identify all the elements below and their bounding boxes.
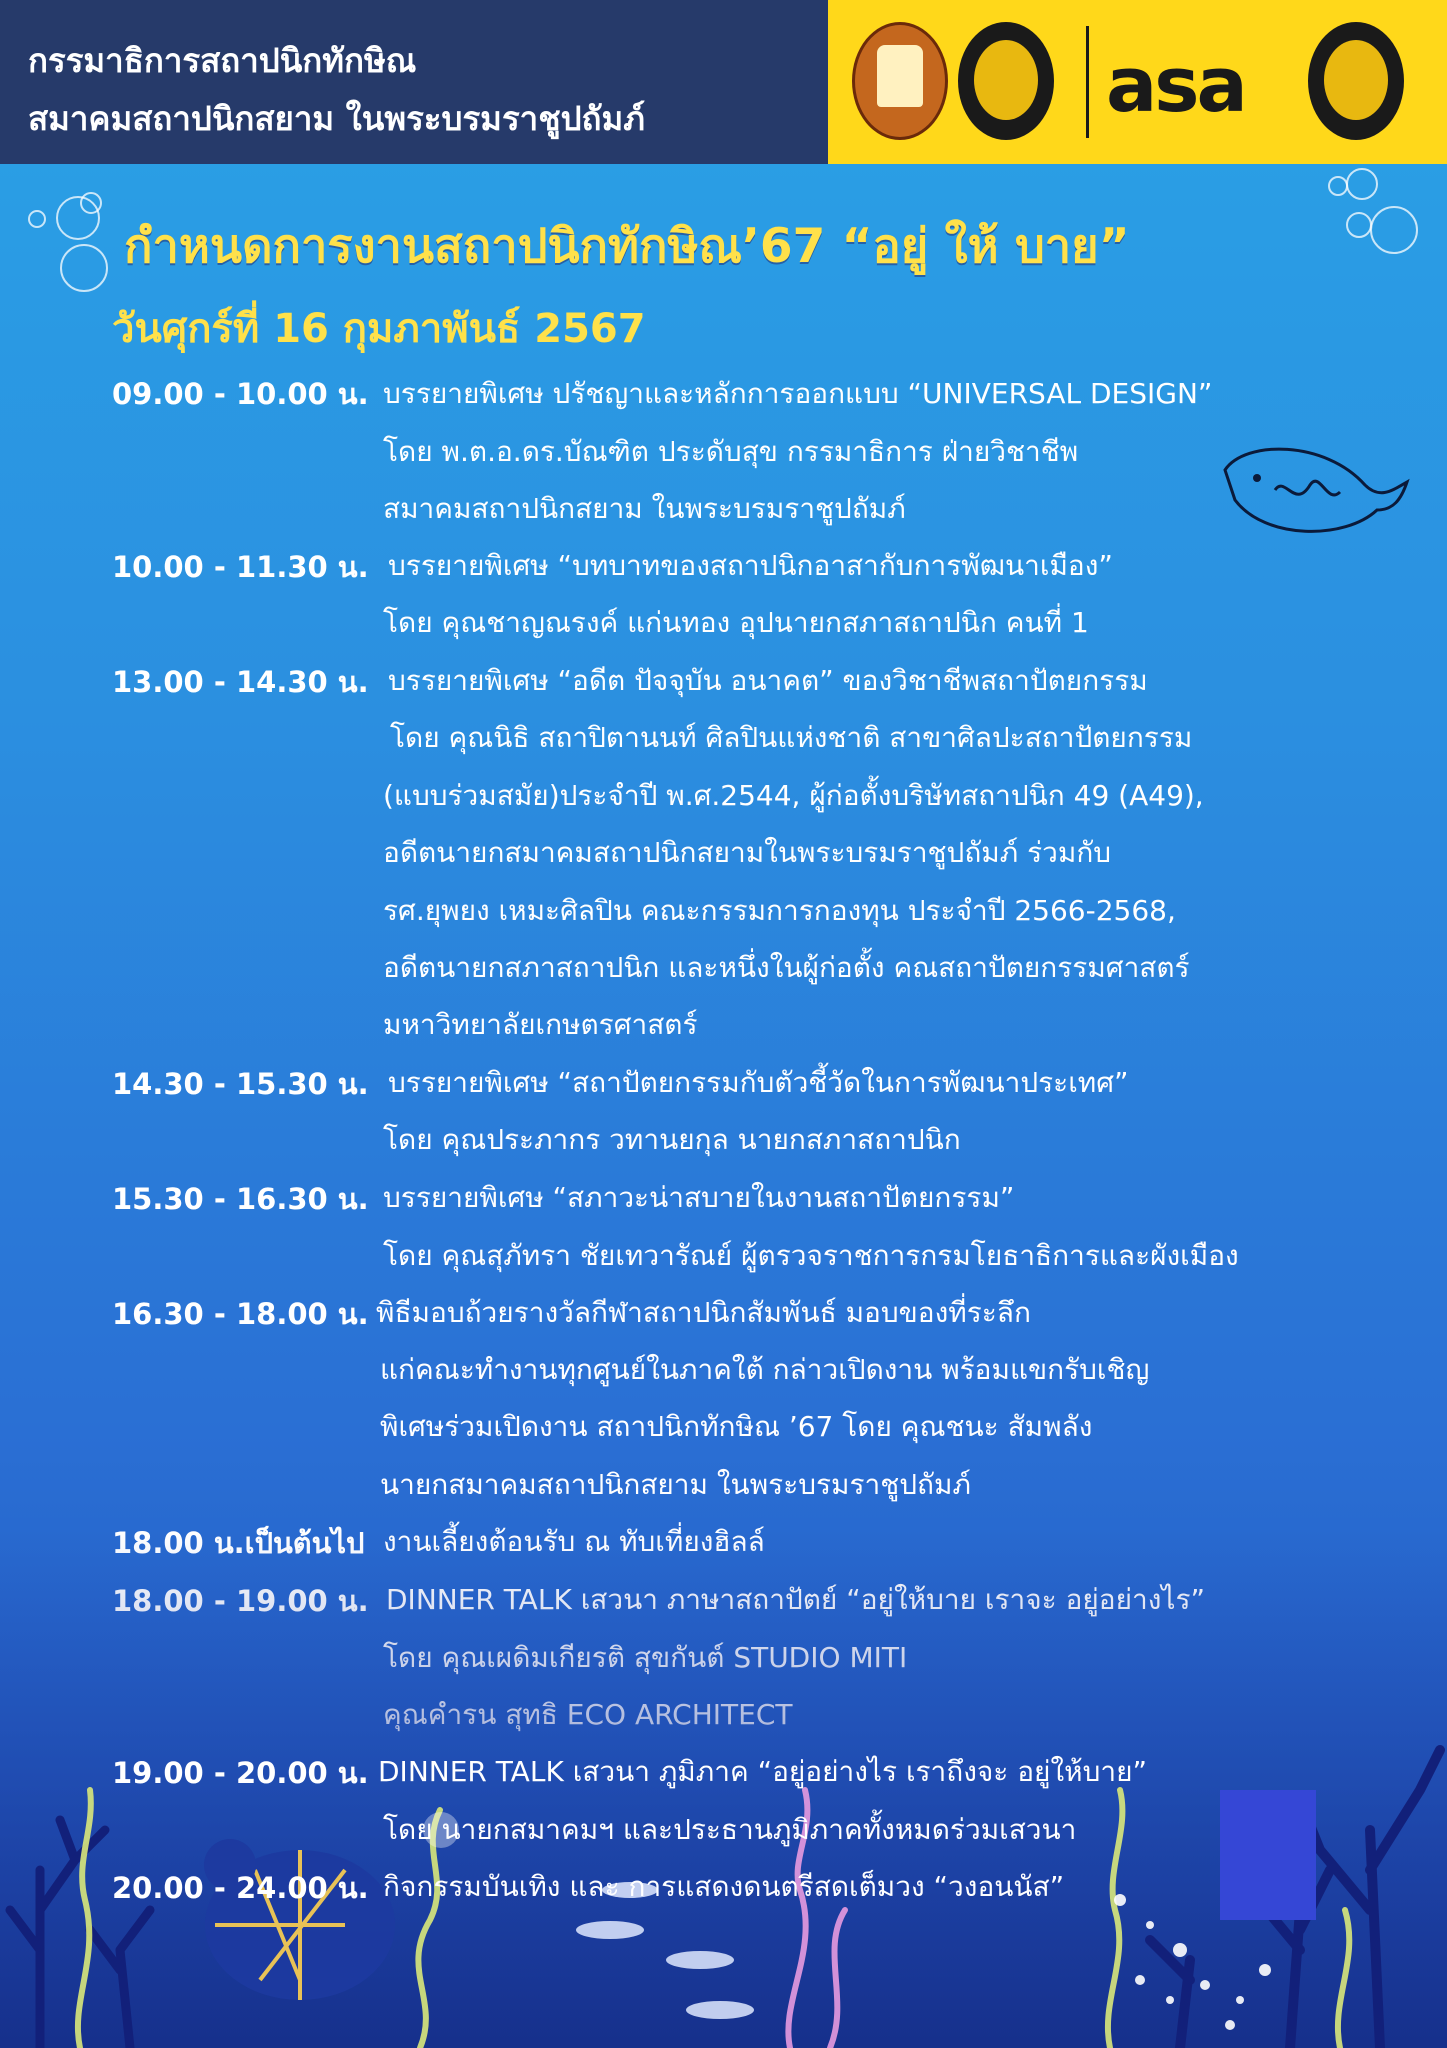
schedule-line: (แบบร่วมสมัย)ประจำปี พ.ศ.2544, ผู้ก่อตั้งบริษัทสถาปนิก 49 (A49), (383, 779, 1204, 812)
event-title: กำหนดการงานสถาปนิกทักษิณ’67 “อยู่ ให้ บาย” (124, 219, 1130, 274)
schedule-line: สมาคมสถาปนิกสยาม ในพระบรมราชูปถัมภ์ (383, 492, 906, 525)
blue-square-overlay (1220, 1790, 1316, 1920)
schedule-time: 09.00 - 10.00 น. (112, 377, 369, 411)
schedule-time: 14.30 - 15.30 น. (112, 1067, 369, 1101)
schedule-line: บรรยายพิเศษ “บทบาทของสถาปนิกอาสากับการพัฒนาเมือง” (388, 549, 1113, 582)
bubble-icon (28, 210, 46, 228)
bubble-icon (1370, 206, 1418, 254)
asa-logo: asa (1106, 40, 1245, 129)
bubble-icon (60, 244, 108, 292)
schedule-line: พิธีมอบถ้วยรางวัลกีฬาสถาปนิกสัมพันธ์ มอบของที่ระลึก (376, 1296, 1031, 1329)
schedule-line: บรรยายพิเศษ “อดีต ปัจจุบัน อนาคต” ของวิชาชีพสถาปัตยกรรม (388, 664, 1148, 697)
schedule-line: DINNER TALK เสวนา ภูมิภาค “อยู่อย่างไร เราถึงจะ อยู่ให้บาย” (378, 1755, 1148, 1788)
asa-seal-icon (958, 22, 1054, 140)
bubble-icon (1328, 176, 1348, 196)
association-name: สมาคมสถาปนิกสยาม ในพระบรมราชูปถัมภ์ (28, 99, 646, 138)
schedule-time: 16.30 - 18.00 น. (112, 1297, 369, 1331)
schedule-line: โดย พ.ต.อ.ดร.บัณฑิต ประดับสุข กรรมาธิการ ฝ่ายวิชาชีพ (383, 435, 1079, 468)
schedule-line: บรรยายพิเศษ ปรัชญาและหลักการออกแบบ “UNIVERSAL DESIGN” (383, 377, 1213, 410)
schedule-line: พิเศษร่วมเปิดงาน สถาปนิกทักษิณ ’67 โดย คุณชนะ สัมพลัง (380, 1410, 1093, 1443)
schedule-line: โดย คุณชาญณรงค์ แก่นทอง อุปนายกสภาสถาปนิก คนที่ 1 (383, 606, 1089, 639)
schedule-line: อดีตนายกสมาคมสถาปนิกสยามในพระบรมราชูปถัมภ์ ร่วมกับ (383, 836, 1112, 869)
schedule-line: โดย คุณนิธิ สถาปิตานนท์ ศิลปินแห่งชาติ สาขาศิลปะสถาปัตยกรรม (390, 721, 1193, 754)
schedule-line: โดย คุณประภากร วทานยกุล นายกสภาสถาปนิก (383, 1123, 961, 1156)
schedule-time: 20.00 - 24.00 น. (112, 1871, 369, 1905)
schedule-line: นายกสมาคมสถาปนิกสยาม ในพระบรมราชูปถัมภ์ (380, 1468, 971, 1501)
whale-doodle-icon (1215, 430, 1415, 540)
schedule-line: มหาวิทยาลัยเกษตรศาสตร์ (383, 1008, 698, 1041)
logo-divider (1086, 26, 1089, 138)
schedule-line: แก่คณะทำงานทุกศูนย์ในภาคใต้ กล่าวเปิดงาน พร้อมแขกรับเชิญ (380, 1353, 1150, 1386)
schedule-line: บรรยายพิเศษ “สถาปัตยกรรมกับตัวชี้วัดในการพัฒนาประเทศ” (388, 1066, 1129, 1099)
schedule-time: 15.30 - 16.30 น. (112, 1182, 369, 1216)
bubble-icon (1346, 168, 1378, 200)
schedule-line: รศ.ยุพยง เหมะศิลปิน คณะกรรมการกองทุน ประจำปี 2566-2568, (383, 894, 1176, 927)
schedule-time: 19.00 - 20.00 น. (112, 1756, 369, 1790)
committee-name: กรรมาธิการสถาปนิกทักษิณ (28, 41, 417, 80)
event-date: วันศุกร์ที่ 16 กุมภาพันธ์ 2567 (112, 306, 646, 352)
header-banner (0, 0, 1447, 164)
schedule-time: 10.00 - 11.30 น. (112, 550, 369, 584)
bubble-icon (1346, 212, 1372, 238)
bubble-icon (80, 192, 102, 214)
schedule-line: กิจกรรมบันเทิง และ การแสดงดนตรีสดเต็มวง “วงอนนัส” (383, 1870, 1065, 1903)
schedule-line: โดย คุณสุภัทรา ชัยเทวารัณย์ ผู้ตรวจราชการกรมโยธาธิการและผังเมือง (383, 1239, 1239, 1272)
southern-committee-seal-icon (1308, 22, 1404, 140)
header-title-panel (0, 0, 828, 164)
council-of-architects-seal-icon (852, 22, 948, 140)
schedule-line: บรรยายพิเศษ “สภาวะน่าสบายในงานสถาปัตยกรรม” (383, 1181, 1015, 1214)
schedule-line: โดย นายกสมาคมฯ และประธานภูมิภาคทั้งหมดร่วมเสวนา (383, 1813, 1077, 1846)
schedule-line: อดีตนายกสภาสถาปนิก และหนึ่งในผู้ก่อตั้ง คณสถาปัตยกรรมศาสตร์ (383, 951, 1190, 984)
schedule-time: 13.00 - 14.30 น. (112, 665, 369, 699)
